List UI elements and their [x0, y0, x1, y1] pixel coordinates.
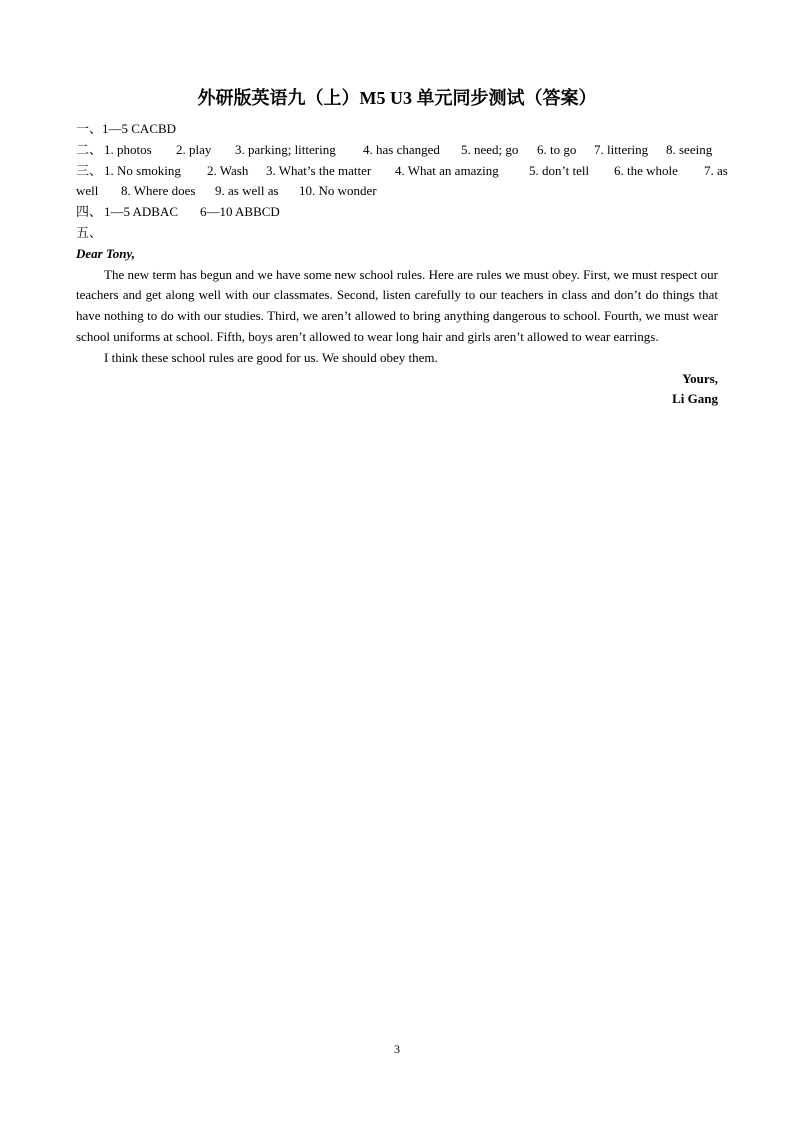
section-3-label: 三、	[76, 162, 103, 178]
section-3-answer: 4. What an amazing	[395, 162, 499, 178]
letter-signature: Li Gang	[672, 391, 718, 407]
section-4-label: 四、	[76, 204, 103, 220]
section-3-answer: 9. as well as	[215, 183, 279, 199]
section-3-answer: 5. don’t tell	[529, 162, 590, 178]
section-4-answers: 1—5 ADBAC	[104, 204, 179, 220]
page-title: 外研版英语九（上）M5 U3 单元同步测试（答案）	[197, 88, 597, 108]
section-3-answer: 6. the whole	[614, 162, 678, 178]
section-3-answer: 1. No smoking	[104, 162, 181, 178]
section-3-answer: 8. Where does	[121, 183, 196, 199]
page-number: 3	[394, 1042, 400, 1056]
section-3-answer: 3. What’s the matter	[266, 162, 372, 178]
section-5	[76, 223, 718, 244]
section-1-label: 一、	[76, 121, 103, 136]
section-3-answer: 7. as	[704, 162, 728, 178]
letter-closing: Yours,	[682, 370, 718, 386]
section-1-answers: 1—5 CACBD	[102, 121, 177, 136]
section-2-answer: 5. need; go	[461, 141, 519, 157]
answer-content	[76, 119, 728, 410]
section-3-answer: well	[76, 183, 99, 199]
section-2-answer: 3. parking; littering	[235, 141, 336, 157]
section-3-continued	[76, 181, 718, 202]
section-4	[76, 202, 718, 223]
letter-paragraph: I think these school rules are good for us. We should obey them.	[104, 349, 438, 365]
section-2-label: 二、	[76, 141, 103, 157]
section-3	[76, 161, 728, 182]
section-3-answer: 10. No wonder	[299, 183, 377, 199]
section-5-label: 五、	[76, 224, 103, 240]
section-2-answer: 7. littering	[594, 141, 649, 157]
letter-salutation: Dear Tony,	[76, 245, 135, 261]
section-2-answer: 2. play	[176, 141, 212, 157]
section-2-answer: 4. has changed	[363, 141, 440, 157]
section-2-answer: 1. photos	[104, 141, 152, 157]
section-3-answer: 2. Wash	[207, 162, 249, 178]
section-2-answer: 6. to go	[537, 141, 577, 157]
letter-paragraph: The new term has begun and we have some new school rules. Here are rules we must obey. First, we must respect our teachers and get along well with our classmates. Second, listen carefully to our teachers in class and don’t do things that have nothing to do with our studies. Third, we aren’t allowed to bring anything dangerous to school. Fourth, we must wear school uniforms at school. Fifth, boys aren’t allowed to wear long hair and girls aren’t allowed to wear earrings.	[76, 266, 718, 344]
section-4-answers: 6—10 ABBCD	[200, 204, 280, 220]
section-2	[76, 140, 718, 161]
section-1	[76, 119, 718, 140]
section-2-answer: 8. seeing	[666, 141, 713, 157]
